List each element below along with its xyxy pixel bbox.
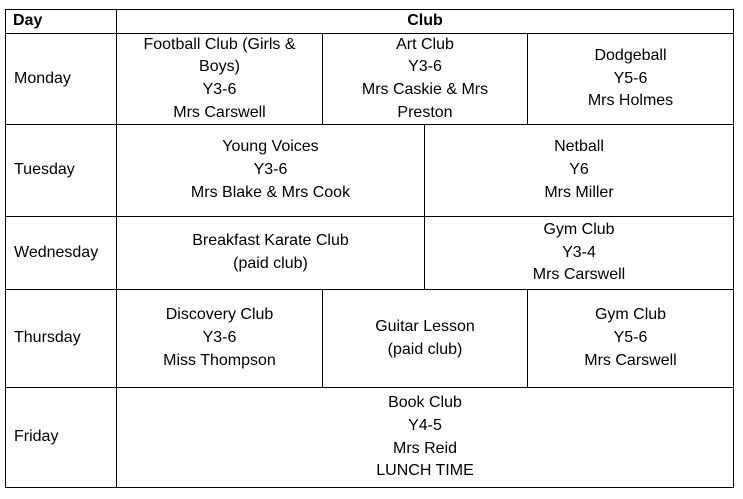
club-cell [117, 34, 322, 124]
club-name: Dodgeball [594, 46, 667, 64]
club-teacher: Mrs Carswell [532, 266, 626, 284]
club-name: Breakfast Karate Club [192, 232, 349, 250]
club-name: Art Club [396, 35, 454, 53]
club-teacher: Mrs Blake & Mrs Cook [190, 183, 351, 201]
club-note: (paid club) [387, 340, 463, 358]
club-years: Y5-6 [613, 329, 648, 347]
club-years: Y3-6 [253, 161, 288, 179]
day-monday [14, 34, 116, 124]
club-note: (paid club) [233, 255, 308, 272]
day-label: Tuesday [14, 161, 75, 179]
club-name: Discovery Club [165, 306, 274, 324]
club-teacher: Mrs Carswell [584, 351, 677, 369]
club-name: Young Voices [222, 138, 319, 156]
header-day [13, 10, 113, 33]
club-name: Guitar Lesson [375, 317, 475, 335]
border-right [733, 9, 734, 488]
day-wednesday [14, 217, 116, 289]
club-cell [323, 290, 527, 387]
header-day-label: Day [13, 12, 43, 30]
club-cell [528, 34, 733, 124]
club-years: Y4-5 [408, 416, 442, 434]
club-cell [425, 125, 733, 216]
club-teacher-cont: Preston [397, 103, 453, 121]
club-name: Gym Club [594, 306, 667, 324]
day-thursday [14, 290, 116, 387]
club-name: Netball [554, 138, 604, 156]
day-label: Thursday [14, 329, 81, 347]
day-label: Wednesday [14, 243, 99, 261]
club-years: Y6 [569, 161, 589, 179]
club-name-cont: Boys) [199, 58, 240, 76]
club-years: Y5-6 [613, 69, 648, 87]
header-club-label: Club [407, 12, 443, 30]
club-cell [117, 125, 424, 216]
club-years: Y3-6 [202, 329, 237, 347]
day-friday [14, 388, 116, 487]
club-cell [425, 217, 733, 289]
club-name: Gym Club [543, 220, 615, 238]
club-name: Football Club (Girls & [143, 35, 296, 53]
club-cell [528, 290, 733, 387]
club-teacher: Mrs Carswell [173, 103, 266, 121]
club-cell [117, 217, 424, 289]
club-teacher: Mrs Holmes [587, 92, 674, 110]
club-years: Y3-4 [562, 243, 596, 261]
border-bottom [5, 487, 734, 488]
club-note: LUNCH TIME [376, 462, 474, 480]
club-years: Y3-6 [408, 58, 442, 76]
day-tuesday [14, 125, 116, 216]
club-cell [323, 34, 527, 124]
day-label: Monday [14, 69, 71, 87]
border-left [5, 9, 6, 488]
club-teacher: Mrs Miller [544, 183, 614, 201]
header-club [117, 10, 733, 33]
club-years: Y3-6 [202, 81, 237, 98]
day-label: Friday [14, 428, 59, 446]
club-teacher: Mrs Caskie & Mrs [361, 81, 489, 98]
club-cell [117, 290, 322, 387]
club-teacher: Miss Thompson [163, 351, 276, 369]
club-teacher: Mrs Reid [392, 439, 457, 457]
club-cell [117, 388, 733, 487]
club-name: Book Club [388, 394, 462, 412]
